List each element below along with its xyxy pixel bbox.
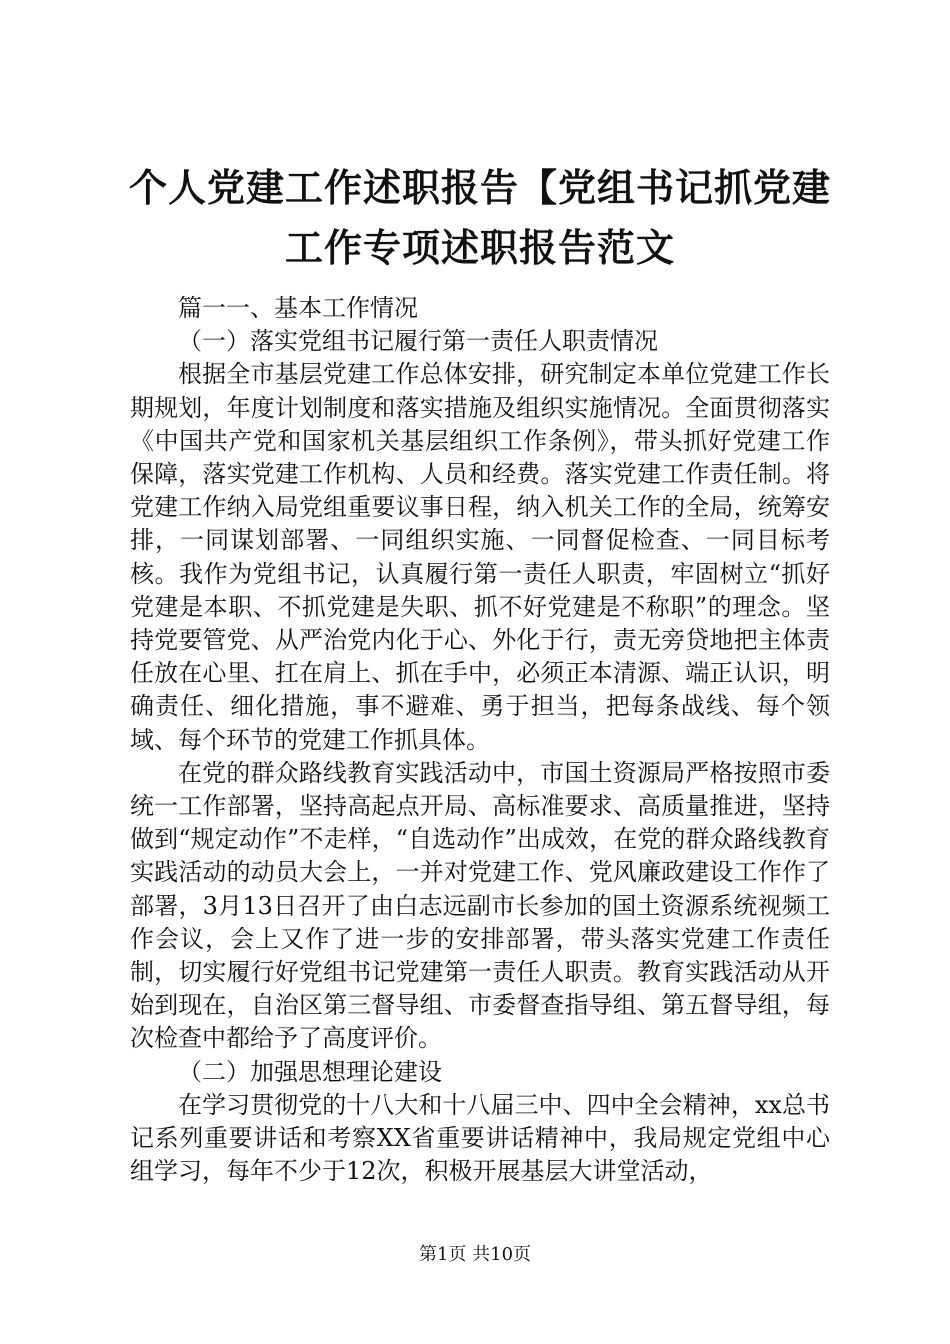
subheading-2: （二）加强思想理论建设 xyxy=(178,1057,442,1086)
paragraph-1: 根据全市基层党建工作总体安排，研究制定本单位党建工作长期规划，年度计划制度和落实措施及组织实施情况。全面贯彻落实《中国共产党和国家机关基层组织工作条例》，带头抓好党建工作保障，落实党建工作机构、人员和经费。落实党建工作责任制。将党建工作纳入局党组重要议事日程，纳入机关工作的全局，统筹安排，一同谋划部署、一同组织实施、一同督促检查、一同目标考核。我作为党组书记，认真履行第一责任人职责，牢固树立“抓好党建是本职、不抓党建是失职、抓不好党建是不称职”的理念。坚持党要管党、从严治党内化于心、外化于行，责无旁贷地把主体责任放在心里、扛在肩上、抓在手中，必须正本清源、端正认识，明确责任、细化措施，事不避难、勇于担当，把每条战线、每个领域、每个环节的党建工作抓具体。 xyxy=(130,360,830,754)
document-title: 个人党建工作述职报告【党组书记抓党建工作专项述职报告范文 xyxy=(128,165,831,270)
document-body xyxy=(130,292,830,1188)
paragraph-2: 在党的群众路线教育实践活动中，市国土资源局严格按照市委统一工作部署，坚持高起点开局、高标准要求、高质量推进，坚持做到“规定动作”不走样，“自选动作”出成效，在党的群众路线教育实践活动的动员大会上，一并对党建工作、党风廉政建设工作作了部署，3月13日召开了由白志远副市长参加的国土资源系统视频工作会议，会上又作了进一步的安排部署，带头落实党建工作责任制，切实履行好党组书记党建第一责任人职责。教育实践活动从开始到现在，自治区第三督导组、市委督查指导组、第五督导组，每次检查中都给予了高度评价。 xyxy=(130,758,830,1053)
section-heading: 篇一一、基本工作情况 xyxy=(178,294,418,322)
paragraph-3: 在学习贯彻党的十八大和十八届三中、四中全会精神，xx总书记系列重要讲话和考察XX省重要讲话精神中，我局规定党组中心组学习，每年不少于12次，积极开展基层大讲堂活动， xyxy=(130,1090,830,1186)
page-footer: 第1页 共10页 xyxy=(418,1244,532,1265)
subheading-1: （一）落实党组书记履行第一责任人职责情况 xyxy=(178,327,658,356)
